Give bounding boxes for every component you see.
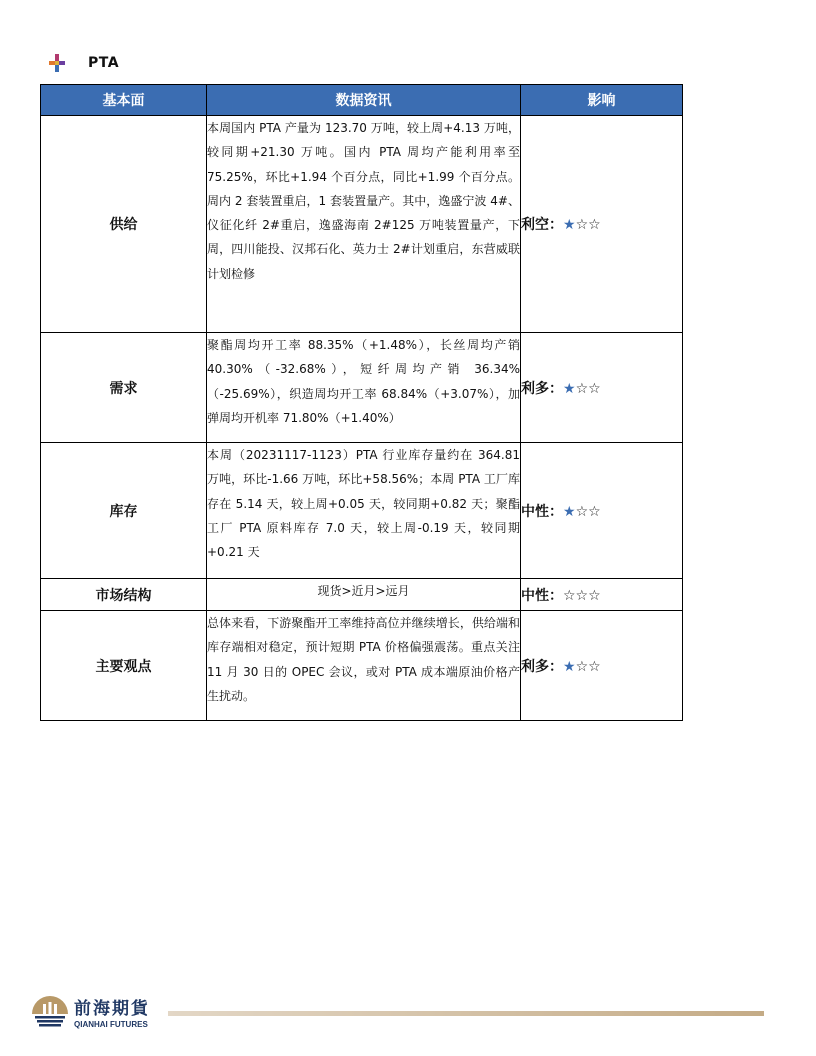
info-cell: 现货>近月>远月 [207, 579, 521, 611]
info-cell: 总体来看，下游聚酯开工率维持高位并继续增长，供给端和库存端相对稳定，预计短期 PTA 价格偏强震荡。重点关注 11 月 30 日的 OPEC 会议，或对 PTA 成本端原油价格产生扰动。 [207, 611, 521, 721]
table-row-inventory [41, 443, 683, 579]
table-row-main-view [41, 611, 683, 721]
info-cell: 本周（20231117-1123）PTA 行业库存量约在 364.81 万吨，环比-1.66 万吨，环比+58.56%；本周 PTA 工厂库存在 5.14 天，较上周+0.05 天，较同期+0.82 天；聚酯工厂 PTA 原料库存 7.0 天，较上周-0.19 天，较同期+0.21 天 [207, 443, 521, 579]
info-cell: 本周国内 PTA 产量为 123.70 万吨，较上周+4.13 万吨，较同期+21.30 万吨。国内 PTA 周均产能利用率至 75.25%，环比+1.94 个百分点，同比+1.99 个百分点。周内 2 套装置重启，1 套装置量产。其中，逸盛宁波 4#、仪征化纤 2#重启，逸盛海南 2#125 万吨装置量产，下周，四川能投、汉邦石化、英力士 2#计划重启，东营威联计划检修 [207, 116, 521, 333]
star-empty-icon: ☆☆ [575, 217, 601, 233]
category-cell: 主要观点 [41, 611, 207, 721]
impact-label: 中性： [521, 503, 563, 520]
impact-cell [521, 443, 683, 579]
star-filled-icon: ★ [563, 217, 576, 233]
star-filled-icon: ★ [563, 658, 576, 675]
star-empty-icon: ☆☆☆ [563, 587, 601, 604]
impact-cell [521, 116, 683, 333]
footer-divider [168, 1011, 764, 1016]
header-impact: 影响 [521, 85, 683, 116]
table-row-demand [41, 333, 683, 443]
star-filled-icon: ★ [563, 380, 576, 397]
info-cell: 聚酯周均开工率 88.35%（+1.48%），长丝周均产销 40.30%（-32.68%），短纤周均产销 36.34%（-25.69%），织造周均开工率 68.84%（+3.07%），加弹周均开机率 71.80%（+1.40%） [207, 333, 521, 443]
impact-cell [521, 579, 683, 611]
star-empty-icon: ☆☆ [575, 380, 601, 397]
section-title: PTA [88, 55, 120, 71]
fundamentals-table [40, 84, 683, 721]
logo-emblem-icon [32, 996, 68, 1027]
logo-english-name: QIANHAI FUTURES [74, 1020, 148, 1029]
impact-cell [521, 333, 683, 443]
table-header-row [41, 85, 683, 116]
star-empty-icon: ☆☆ [575, 503, 601, 520]
impact-label: 中性： [521, 587, 563, 604]
table-row-supply [41, 116, 683, 333]
category-cell: 库存 [41, 443, 207, 579]
impact-cell [521, 611, 683, 721]
category-cell: 市场结构 [41, 579, 207, 611]
table-row-market-structure [41, 579, 683, 611]
star-filled-icon: ★ [563, 503, 576, 520]
logo-chinese-name: 前海期貨 [74, 999, 150, 1018]
impact-label: 利空： [521, 217, 563, 233]
impact-label: 利多： [521, 658, 563, 675]
category-cell: 供给 [41, 116, 207, 333]
header-fundamentals: 基本面 [41, 85, 207, 116]
impact-label: 利多： [521, 380, 563, 397]
category-cell: 需求 [41, 333, 207, 443]
qianhai-futures-logo [30, 992, 172, 1032]
bullet-diamond-icon [48, 54, 66, 72]
section-heading [48, 52, 119, 74]
star-empty-icon: ☆☆ [575, 658, 601, 675]
header-data-info: 数据资讯 [207, 85, 521, 116]
